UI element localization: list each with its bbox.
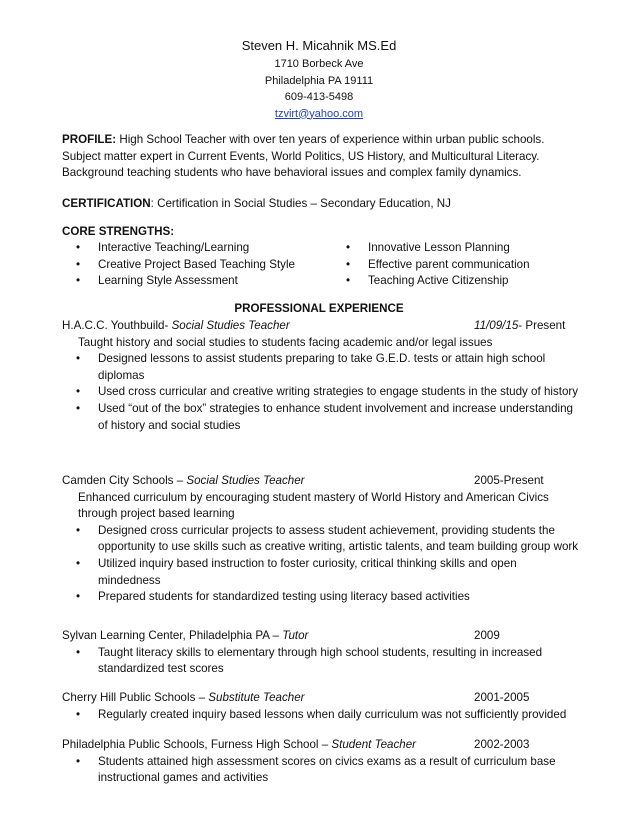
job-entry bbox=[62, 737, 582, 787]
job-employer: Cherry Hill Public Schools – bbox=[62, 691, 209, 704]
job-employer: H.A.C.C. Youthbuild- bbox=[62, 319, 172, 332]
job-employer: Camden City Schools – bbox=[62, 474, 187, 487]
strength-item: • Learning Style Assessment bbox=[62, 273, 322, 290]
job-entry bbox=[62, 628, 582, 678]
job-role: Substitute Teacher bbox=[208, 691, 305, 704]
job-bullet: • Used “out of the box” strategies to enhance student involvement and increase understanding of history and social studies bbox=[62, 401, 582, 434]
job-bullet: • Taught literacy skills to elementary through high school students, resulting in increased standardized test scores bbox=[62, 645, 582, 678]
email-link[interactable]: tzvirt@yahoo.com bbox=[274, 107, 364, 120]
job-bullet: • Designed lessons to assist students preparing to take G.E.D. tests or attain high school diplomas bbox=[62, 351, 582, 384]
job-bullet: • Prepared students for standardized testing using literacy based activities bbox=[62, 589, 582, 606]
job-summary: Enhanced curriculum by encouraging student mastery of World History and American Civics through project based learning bbox=[78, 490, 549, 521]
profile-label: PROFILE: bbox=[62, 133, 117, 146]
job-role: Social Studies Teacher bbox=[171, 319, 290, 332]
job-dates: 11/09/15- Present bbox=[474, 319, 566, 332]
certification-text: : Certification in Social Studies – Secondary Education, NJ bbox=[150, 197, 451, 210]
job-role: Tutor bbox=[282, 629, 309, 642]
job-dates: 2002-2003 bbox=[474, 738, 530, 751]
core-strengths-label: CORE STRENGTHS: bbox=[62, 225, 175, 238]
job-bullet: • Used cross curricular and creative writing strategies to engage students in the study of history bbox=[62, 384, 582, 401]
core-strengths-section bbox=[62, 224, 582, 241]
job-dates: 2009 bbox=[474, 629, 500, 642]
job-entry bbox=[62, 473, 582, 606]
job-employer: Philadelphia Public Schools, Furness High School – bbox=[62, 738, 332, 751]
strength-item: • Creative Project Based Teaching Style bbox=[62, 257, 322, 274]
address-line-2: Philadelphia PA 19111 bbox=[264, 74, 374, 87]
candidate-name: Steven H. Micahnik MS.Ed bbox=[241, 38, 397, 53]
strength-item: • Innovative Lesson Planning bbox=[332, 240, 582, 257]
job-bullet: • Designed cross curricular projects to assess student achievement, providing students the opportunity to use skills such as creative writing, artistic talents, and team building group work bbox=[62, 523, 582, 556]
job-bullet: • Utilized inquiry based instruction to foster curiosity, critical thinking skills and open mindedness bbox=[62, 556, 582, 589]
job-dates: 2001-2005 bbox=[474, 691, 530, 704]
job-dates: 2005-Present bbox=[474, 474, 544, 487]
certification-label: CERTIFICATION bbox=[62, 197, 151, 210]
job-role: Social Studies Teacher bbox=[186, 474, 305, 487]
job-bullet: • Regularly created inquiry based lessons when daily curriculum was not sufficiently provided bbox=[62, 707, 582, 724]
profile-text: High School Teacher with over ten years of experience within urban public schools. Subject matter expert in Current Events, World Politics, US History, and Multicultural Literacy. Background teaching students who have behavioral issues and complex family dynamics. bbox=[62, 133, 545, 180]
address-line-1: 1710 Borbeck Ave bbox=[274, 58, 364, 70]
strength-item: • Effective parent communication bbox=[332, 257, 582, 274]
job-entry bbox=[62, 318, 582, 434]
job-bullet: • Students attained high assessment scores on civics exams as a result of curriculum base instructional games and activities bbox=[62, 754, 582, 787]
phone-number: 609-413-5498 bbox=[284, 91, 354, 103]
experience-heading: PROFESSIONAL EXPERIENCE bbox=[234, 302, 404, 315]
job-employer: Sylvan Learning Center, Philadelphia PA – bbox=[62, 629, 283, 642]
job-entry bbox=[62, 690, 582, 723]
strength-item: • Interactive Teaching/Learning bbox=[62, 240, 322, 257]
strength-item: • Teaching Active Citizenship bbox=[332, 273, 582, 290]
resume-header bbox=[0, 36, 638, 122]
profile-section bbox=[62, 132, 582, 182]
job-role: Student Teacher bbox=[331, 738, 417, 751]
job-summary: Taught history and social studies to students facing academic and/or legal issues bbox=[78, 335, 493, 349]
certification-section bbox=[62, 196, 582, 213]
